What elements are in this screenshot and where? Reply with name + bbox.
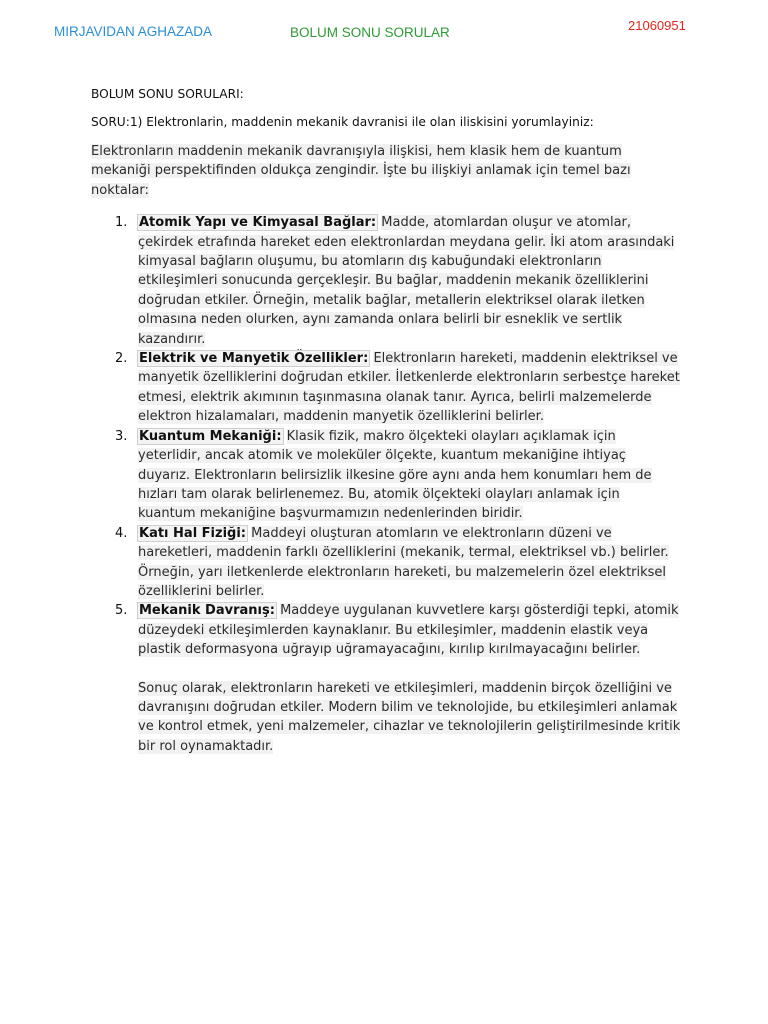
list-item (91, 349, 681, 427)
list-item (91, 524, 681, 602)
item-term: Katı Hal Fiziği: (139, 525, 246, 541)
item-term: Kuantum Mekaniği: (139, 428, 282, 444)
item-number: 1. (115, 215, 128, 231)
author-name: MIRJAVIDAN AGHAZADA (54, 24, 213, 39)
conclusion-paragraph (138, 679, 681, 757)
section-heading: BOLUM SONU SORULARI: (91, 87, 244, 101)
question-text: SORU:1) Elektronlarin, maddenin mekanik davranisi ile olan iliskisini yorumlayiniz: (91, 115, 594, 129)
points-list (91, 213, 681, 659)
item-text: Klasik fizik, makro ölçekteki olayları açıklamak için yeterlidir, ancak atomik ve moleküler ölçekte, kuantum mekaniğine ihtiyaç duyarız. Elektronların belirsizlik ilkesine göre aynı anda hem konumları hem de hızları tam olarak belirlenemez. Bu, atomik ölçekteki olayları anlamak için kuantum mekaniğine başvurmamızın nedenlerinden biridir. (138, 428, 652, 522)
header-title: BOLUM SONU SORULAR (290, 25, 450, 40)
conclusion-text: Sonuç olarak, elektronların hareketi ve etkileşimleri, maddenin birçok özelliğini ve davranışını doğrudan etkiler. Modern bilim ve teknolojide, bu etkileşimleri anlamak ve kontrol etmek, yeni malzemeler, cihazlar ve teknolojilerin geliştirilmesinde kritik bir rol oynamaktadır. (138, 680, 681, 754)
item-number: 3. (115, 428, 128, 444)
item-term: Mekanik Davranış: (139, 603, 275, 619)
list-item (91, 427, 681, 524)
item-term: Atomik Yapı ve Kimyasal Bağlar: (139, 215, 377, 231)
item-text: Elektronların hareketi, maddenin elektriksel ve manyetik özelliklerini doğrudan etkiler. İletkenlerde elektronların serbestçe hareket etmesi, elektrik akımının taşınmasına olanak tanır. Ayrıca, belirli malzemelerde elektron hizalamaları, maddenin manyetik özelliklerini belirler. (138, 351, 680, 425)
item-number: 2. (115, 351, 128, 367)
item-number: 5. (115, 603, 128, 619)
item-text: Maddeye uygulanan kuvvetlere karşı gösterdiği tepki, atomik düzeydeki etkileşimlerden kaynaklanır. Bu etkileşimler, maddenin elastik veya plastik deformasyona uğrayıp uğramayacağını, kırılıp kırılmayacağını belirler. (138, 603, 679, 658)
item-text: Maddeyi oluşturan atomların ve elektronların düzeni ve hareketleri, maddenin farklı özelliklerini (mekanik, termal, elektriksel vb.) belirler. Örneğin, yarı iletkenlerde elektronların hareketi, bu malzemelerin özel elektriksel özelliklerini belirler. (138, 525, 669, 599)
list-item (91, 213, 681, 349)
list-item (91, 601, 681, 659)
item-term: Elektrik ve Manyetik Özellikler: (139, 351, 369, 367)
item-text: Madde, atomlardan oluşur ve atomlar, çekirdek etrafında hareket eden elektronlardan meydana gelir. İki atom arasındaki kimyasal bağların oluşumu, bu atomların dış kabuğundaki elektronların etkileşimleri sonucunda gerçekleşir. Bu bağlar, maddenin mekanik özelliklerini doğrudan etkiler. Örneğin, metalik bağlar, metallerin elektriksel olarak iletken olmasına neden olurken, aynı zamanda onlara belirli bir esneklik ve sertlik kazandırır. (138, 215, 675, 347)
student-id: 21060951 (628, 18, 686, 33)
intro-paragraph (91, 142, 681, 200)
intro-text: Elektronların maddenin mekanik davranışıyla ilişkisi, hem klasik hem de kuantum mekaniği perspektifinden oldukça zengindir. İşte bu ilişkiyi anlamak için temel bazı noktalar: (91, 144, 631, 198)
document-body (91, 86, 681, 756)
item-number: 4. (115, 525, 128, 541)
